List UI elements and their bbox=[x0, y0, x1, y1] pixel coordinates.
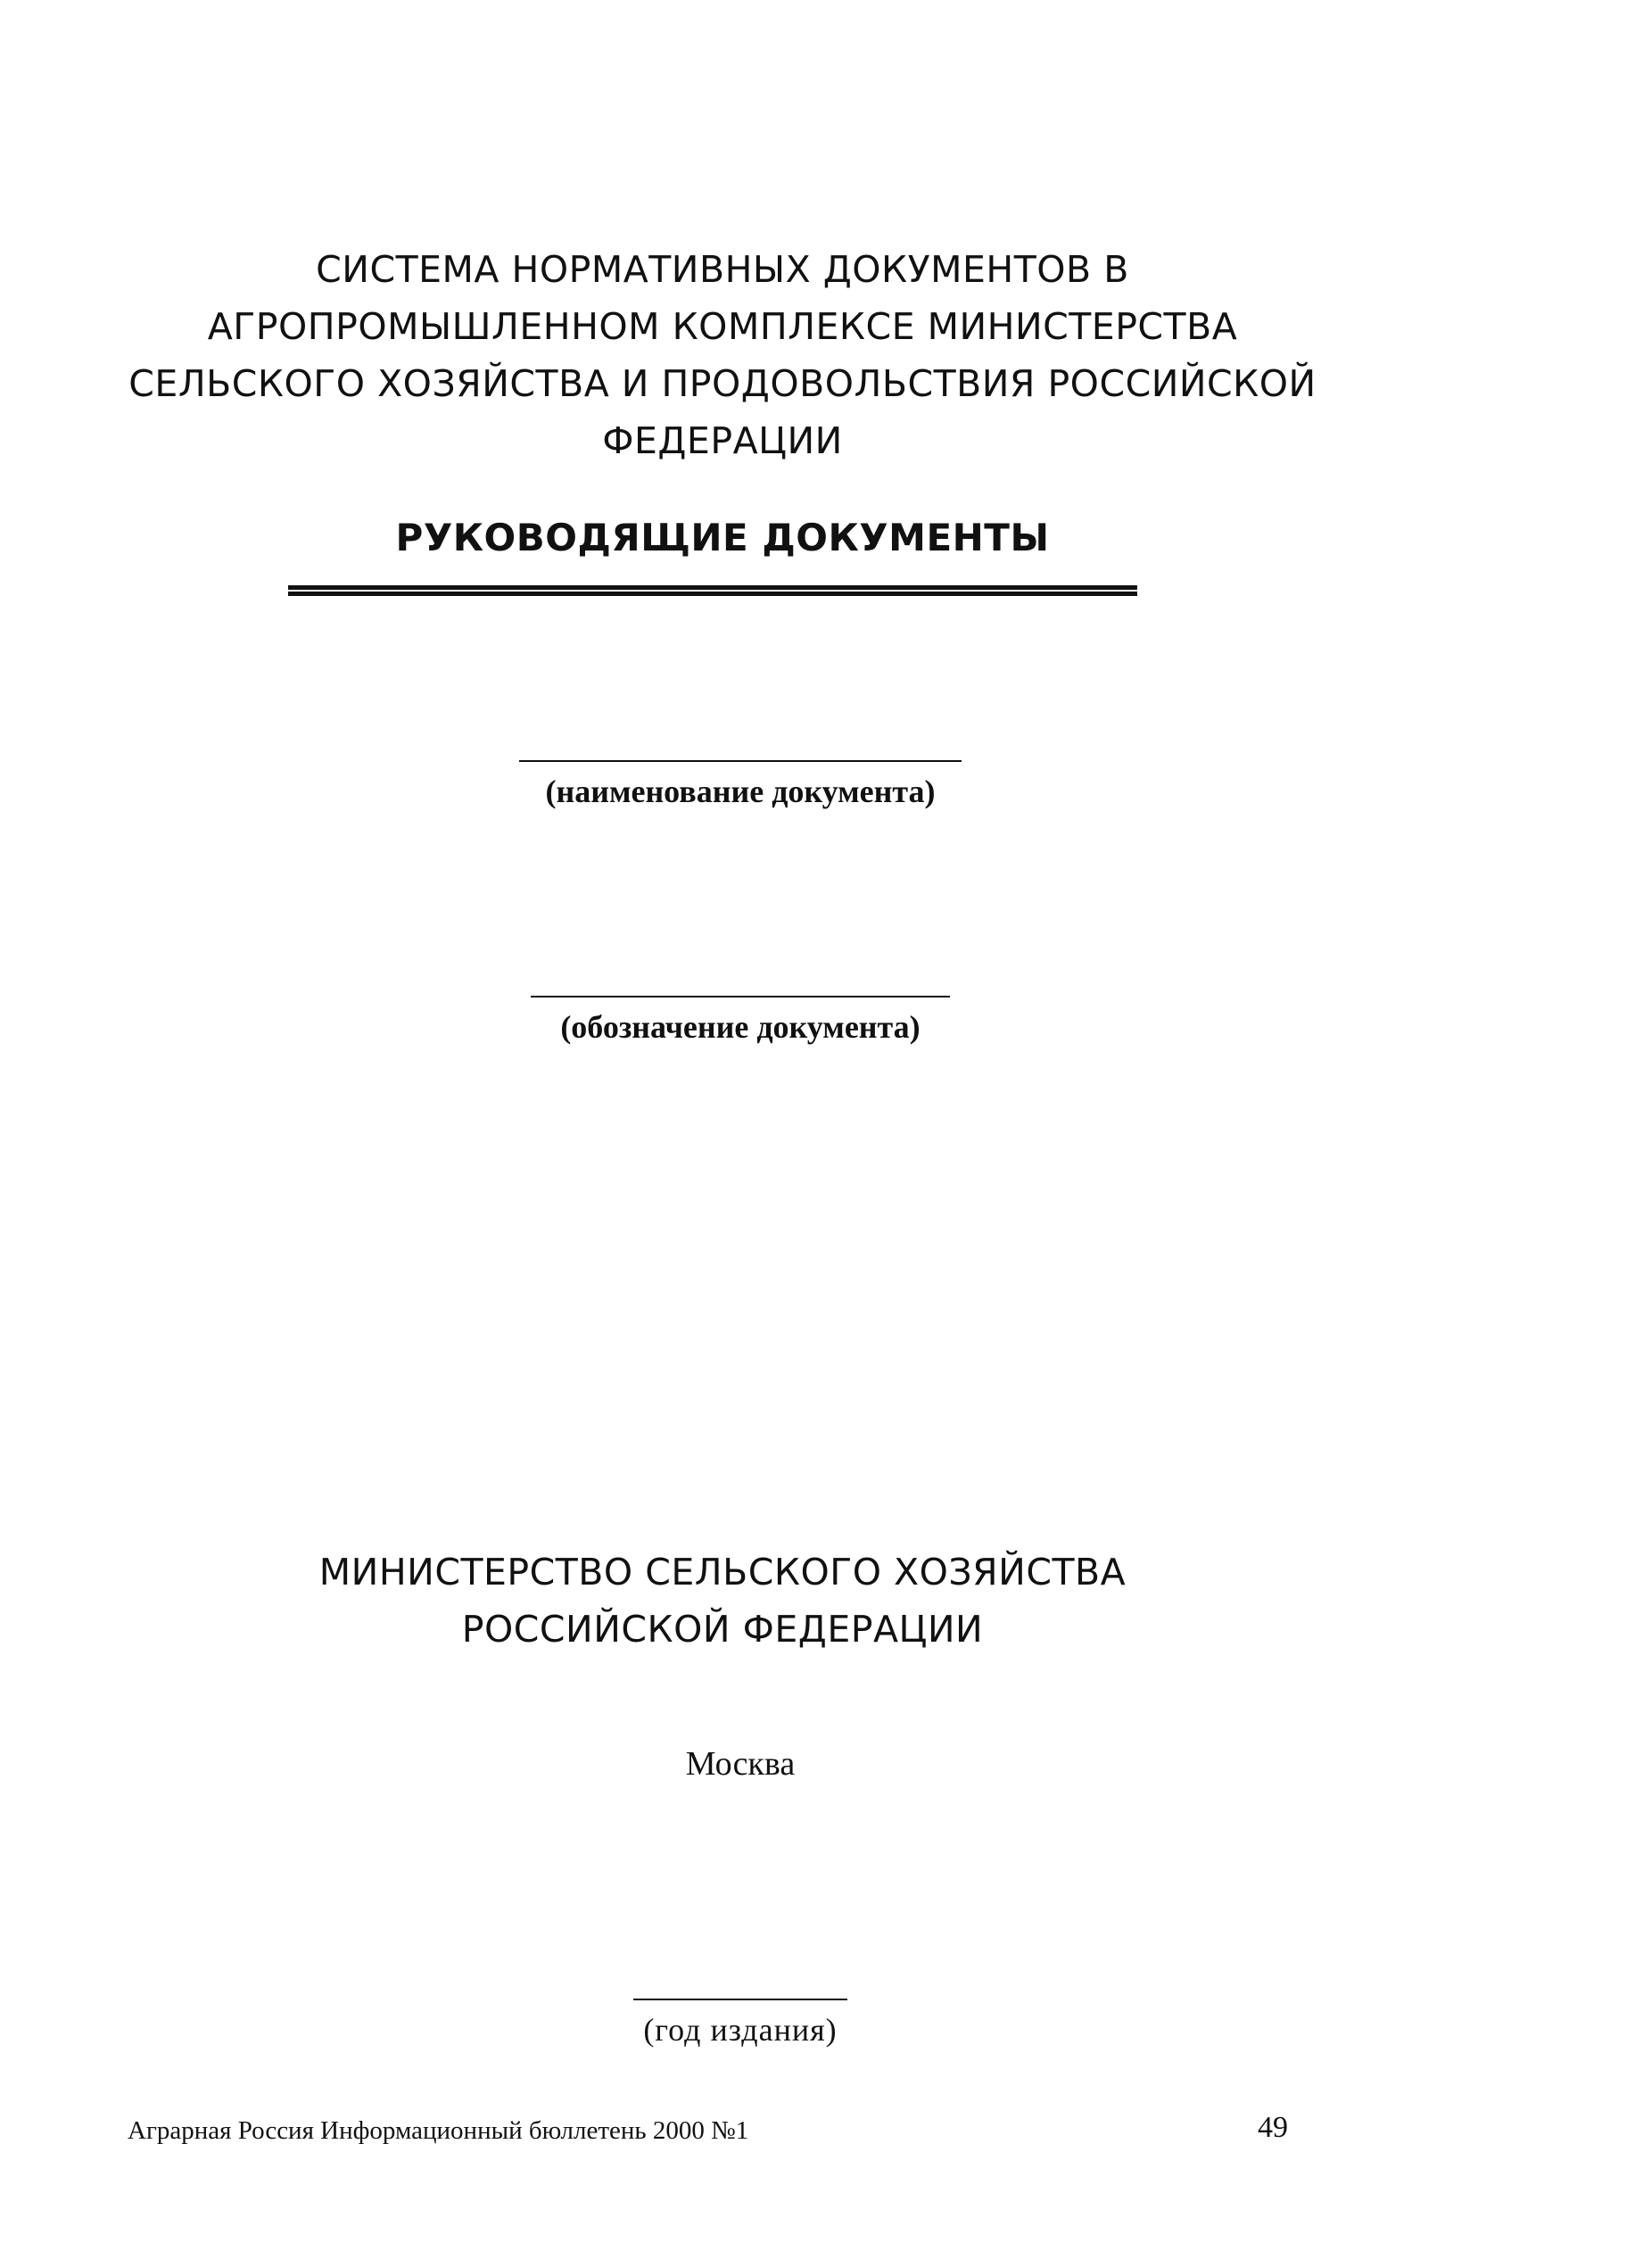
series-title-line-4: ФЕДЕРАЦИИ bbox=[602, 419, 843, 462]
publication-city: Москва bbox=[685, 1745, 796, 1783]
document-name-blank-line bbox=[519, 760, 962, 762]
document-code-caption: (обозначение документа) bbox=[560, 1009, 921, 1045]
document-code-blank-line bbox=[531, 996, 950, 997]
publisher-block bbox=[178, 1544, 1267, 1658]
year-caption: (год издания) bbox=[643, 2012, 838, 2048]
document-name-field bbox=[508, 760, 972, 810]
year-blank-line bbox=[633, 1999, 847, 2000]
series-title-line-1: СИСТЕМА НОРМАТИВНЫХ ДОКУМЕНТОВ В bbox=[316, 248, 1129, 291]
series-title bbox=[89, 241, 1356, 469]
publication-year-field bbox=[589, 1999, 892, 2049]
document-name-caption: (наименование документа) bbox=[545, 774, 936, 809]
heading-double-rule bbox=[288, 585, 1137, 596]
series-title-line-3: СЕЛЬСКОГО ХОЗЯЙСТВА И ПРОДОВОЛЬСТВИЯ РОССИЙСКОЙ bbox=[128, 362, 1317, 405]
series-title-line-2: АГРОПРОМЫШЛЕННОМ КОМПЛЕКСЕ МИНИСТЕРСТВА bbox=[207, 305, 1238, 348]
publisher-line-1: МИНИСТЕРСТВО СЕЛЬСКОГО ХОЗЯЙСТВА bbox=[318, 1551, 1127, 1593]
document-code-field bbox=[508, 996, 972, 1046]
footer-page-number: 49 bbox=[1258, 2111, 1288, 2144]
footer-source: Аграрная Россия Информационный бюллетень 2000 №1 bbox=[128, 2116, 749, 2145]
document-kind-heading: РУКОВОДЯЩИЕ ДОКУМЕНТЫ bbox=[395, 516, 1050, 559]
publisher-line-2: РОССИЙСКОЙ ФЕДЕРАЦИИ bbox=[461, 1608, 984, 1651]
